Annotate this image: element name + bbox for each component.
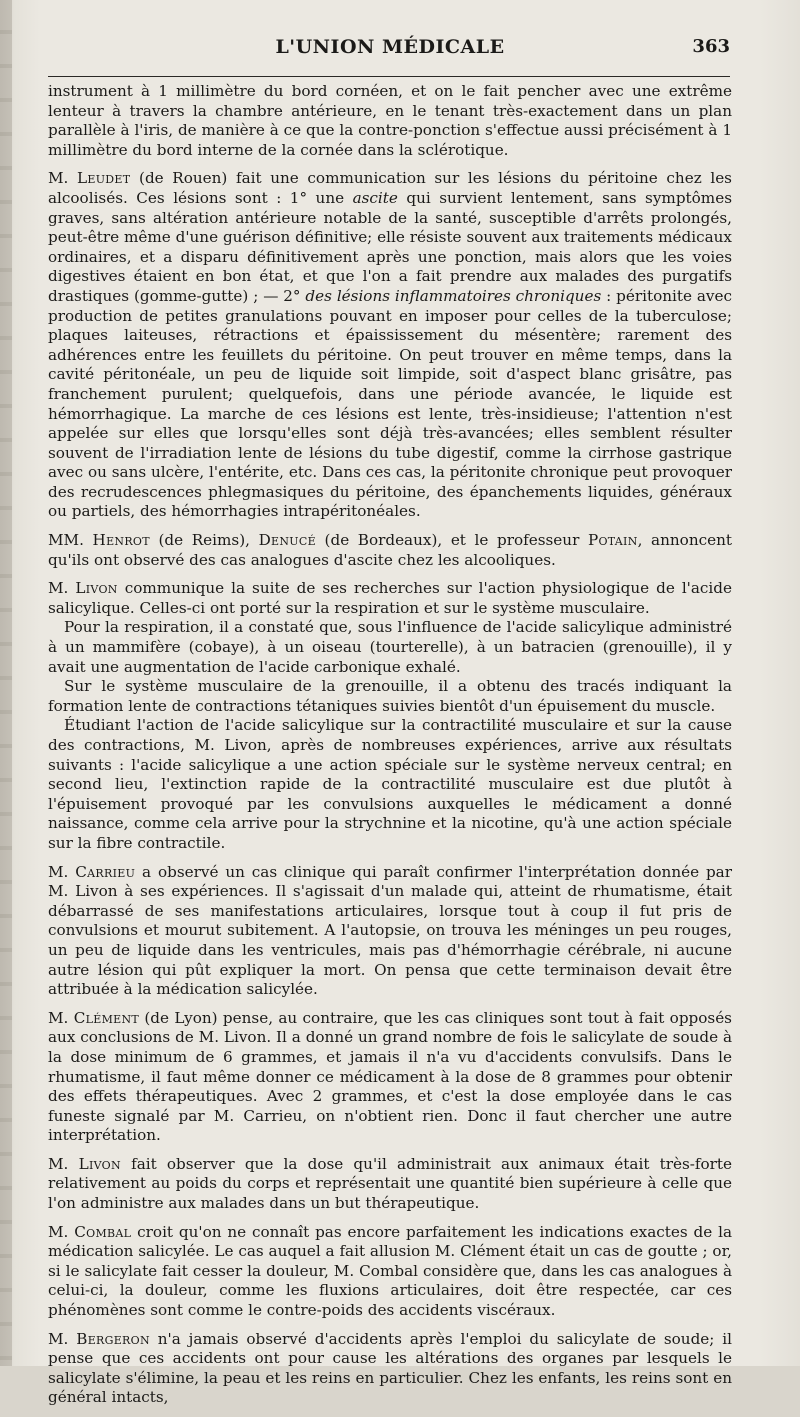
speaker-name: Potain [587, 531, 638, 550]
paragraph [48, 1330, 732, 1408]
page-number: 363 [692, 36, 730, 57]
speaker-name: Clément [73, 1008, 140, 1027]
running-header [50, 36, 730, 66]
paragraph [48, 863, 732, 1000]
text-run: Pour la respiration, il a constaté que, sous l'influence de l'acide salicylique administré à un mammifère (cobaye), à un oiseau (tourterelle), à un batracien (grenouille), il y avait une augmentation de l'acide carbonique exhalé. [48, 618, 732, 676]
paragraph [48, 531, 732, 570]
italic-text: ascite [352, 188, 398, 207]
text-run: M. [48, 1329, 77, 1348]
paragraph [48, 618, 732, 677]
text-run: M. [48, 579, 76, 598]
text-run: a observé un cas clinique qui paraît confirmer l'interprétation donnée par M. Livon à ses expériences. Il s'agissait d'un malade qui, atteint de rhumatisme, était débarrassé de ses manifestations articulaires, lorsque tout à coup il fut pris de convulsions et mourut subitement. A l'autopsie, on trouva les méninges un peu rouges, un peu de liquide dans les ventricules, mais pas d'hémorrhagie cérébrale, ni aucune autre lésion qui pût expliquer la mort. On pensa que cette terminaison devait être attribuée à la médication salicylée. [48, 862, 732, 999]
text-run: M. [48, 1154, 79, 1173]
paragraph [48, 677, 732, 716]
paragraph [48, 82, 732, 160]
speaker-name: Combal [74, 1222, 132, 1241]
speaker-name: Livon [75, 579, 118, 598]
text-run: Étudiant l'action de l'acide salicylique sur la contractilité musculaire et sur la cause des contractions, M. Livon, après de nombreuses expériences, arrive aux résultats suivants : l'acide salicylique a une action spéciale sur le système nerveux central; en second lieu, l'extinction rapide de la contractilité musculaire est due plutôt à l'épuisement provoqué par les convulsions auxquelles le médicament a donné naissance, comme cela arrive pour la strychnine et la nicotine, qu'à une action spéciale sur la fibre contractile. [48, 716, 732, 852]
text-run: , annoncent qu'ils ont observé des cas analogues d'ascite chez les alcooliques. [48, 531, 732, 569]
article-body [48, 82, 732, 1417]
paragraph [48, 169, 732, 522]
text-run: croit qu'on ne connaît pas encore parfaitement les indications exactes de la médication salicylée. Le cas auquel a fait allusion M. Clément était un cas de goutte ; or, si le salicylate fait cesser la douleur, M. Combal considère que, dans les cas analogues à celui-ci, la douleur, comme les fluxions articulaires, doit être respectée, car ces phénomènes sont comme le contre-poids des accidents viscéraux. [48, 1222, 732, 1320]
text-run: (de Lyon) pense, au contraire, que les cas cliniques sont tout à fait opposés aux conclusions de M. Livon. Il a donné un grand nombre de fois le salicylate de soude à la dose minimum de 6 grammes, et jamais il n'a vu d'accidents convulsifs. Dans le rhumatisme, il faut même donner ce médicament à la dose de 8 grammes pour obtenir des effets thérapeutiques. Avec 2 grammes, et c'est la dose employée dans le cas funeste signalé par M. Carrieu, on n'obtient rien. Donc il faut chercher une autre interprétation. [48, 1008, 732, 1145]
speaker-name: Bergeron [76, 1329, 150, 1348]
paragraph [48, 1155, 732, 1214]
paragraph [48, 1223, 732, 1321]
text-run: (de Bordeaux), et le professeur [315, 531, 588, 550]
speaker-name: Livon [78, 1154, 121, 1173]
text-run: : péritonite avec production de petites granulations pouvant en imposer pour celles de la tuberculose; plaques laiteuses, rétractions et épaississement du mésentère; rarement des adhérences entre les feuillets du péritoine. On peut trouver en même temps, dans la cavité péritonéale, un peu de liquide soit limpide, soit d'aspect blanc grisâtre, pas franchement purulent; quelquefois, dans une période avancée, le liquide est hémorrhagique. La marche de ces lésions est lente, très-insidieuse; l'attention n'est appelée sur elles que lorsqu'elles sont déjà très-avancées; elles semblent résulter souvent de l'irradiation lente de lésions du tube digestif, comme la cirrhose gastrique avec ou sans ulcère, l'entérite, etc. Dans ces cas, la péritonite chronique peut provoquer des recrudescences phlegmasiques du péritoine, des épanchements liquides, généraux ou partiels, des hémorrhagies intrapéritonéales. [48, 286, 732, 521]
page-binding-edge [0, 0, 12, 1366]
text-run: M. [48, 169, 78, 188]
speaker-name: Henrot [92, 531, 150, 550]
text-run: qui survient lentement, sans symptômes graves, sans altération antérieure notable de la santé, susceptible d'arrêts prolongés, peut-être même d'une guérison définitive; elle résiste souvent aux traitements médicaux ordinaires, et a disparu définitivement après une ponction, mais alors que les voies digestives étaient en bon état, et que l'on a fait prendre aux malades des purgatifs drastiques (gomme-gutte) ; — 2° [48, 188, 732, 305]
text-run: n'a jamais observé d'accidents après l'emploi du salicylate de soude; il pense que ces accidents ont pour cause les altérations des organes par lesquels le salicylate s'élimine, la peau et les reins en particulier. Chez les enfants, les reins sont en général intacts, [48, 1329, 732, 1407]
text-run: Sur le système musculaire de la grenouille, il a obtenu des tracés indiquant la formation lente de contractions tétaniques suivies bientôt d'un épuisement du muscle. [48, 677, 732, 715]
text-run: M. [48, 1008, 74, 1027]
italic-text: des lésions inflammatoires chroniques [305, 286, 602, 305]
text-run: communique la suite de ses recherches sur l'action physiologique de l'acide salicylique. Celles-ci ont porté sur la respiration et sur le système musculaire. [48, 579, 732, 617]
paragraph [48, 579, 732, 618]
paragraph [48, 716, 732, 853]
speaker-name: Carrieu [75, 862, 136, 881]
header-rule [48, 76, 730, 77]
speaker-name: Leudet [77, 169, 131, 188]
text-run: M. [48, 862, 76, 881]
text-run: M. [48, 1222, 75, 1241]
text-run: MM. [48, 531, 93, 550]
journal-title: L'UNION MÉDICALE [275, 36, 505, 58]
text-run: fait observer que la dose qu'il administrait aux animaux était très-forte relativement au poids du corps et représentait une quantité bien supérieure à celle que l'on administre aux malades dans un but thérapeutique. [48, 1154, 732, 1213]
speaker-name: Denucé [258, 531, 316, 550]
paragraph [48, 1009, 732, 1146]
text-run: instrument à 1 millimètre du bord cornéen, et on le fait pencher avec une extrême lenteur à travers la chambre antérieure, en le tenant très-exactement dans un plan parallèle à l'iris, de manière à ce que la contre-ponction s'effectue aussi précisément à 1 millimètre du bord interne de la cornée dans la sclérotique. [48, 82, 732, 159]
text-run: (de Reims), [149, 531, 259, 550]
text-run: (de Rouen) fait une communication sur les lésions du péritoine chez les alcoolisés. Ces lésions sont : 1° une [48, 169, 732, 207]
